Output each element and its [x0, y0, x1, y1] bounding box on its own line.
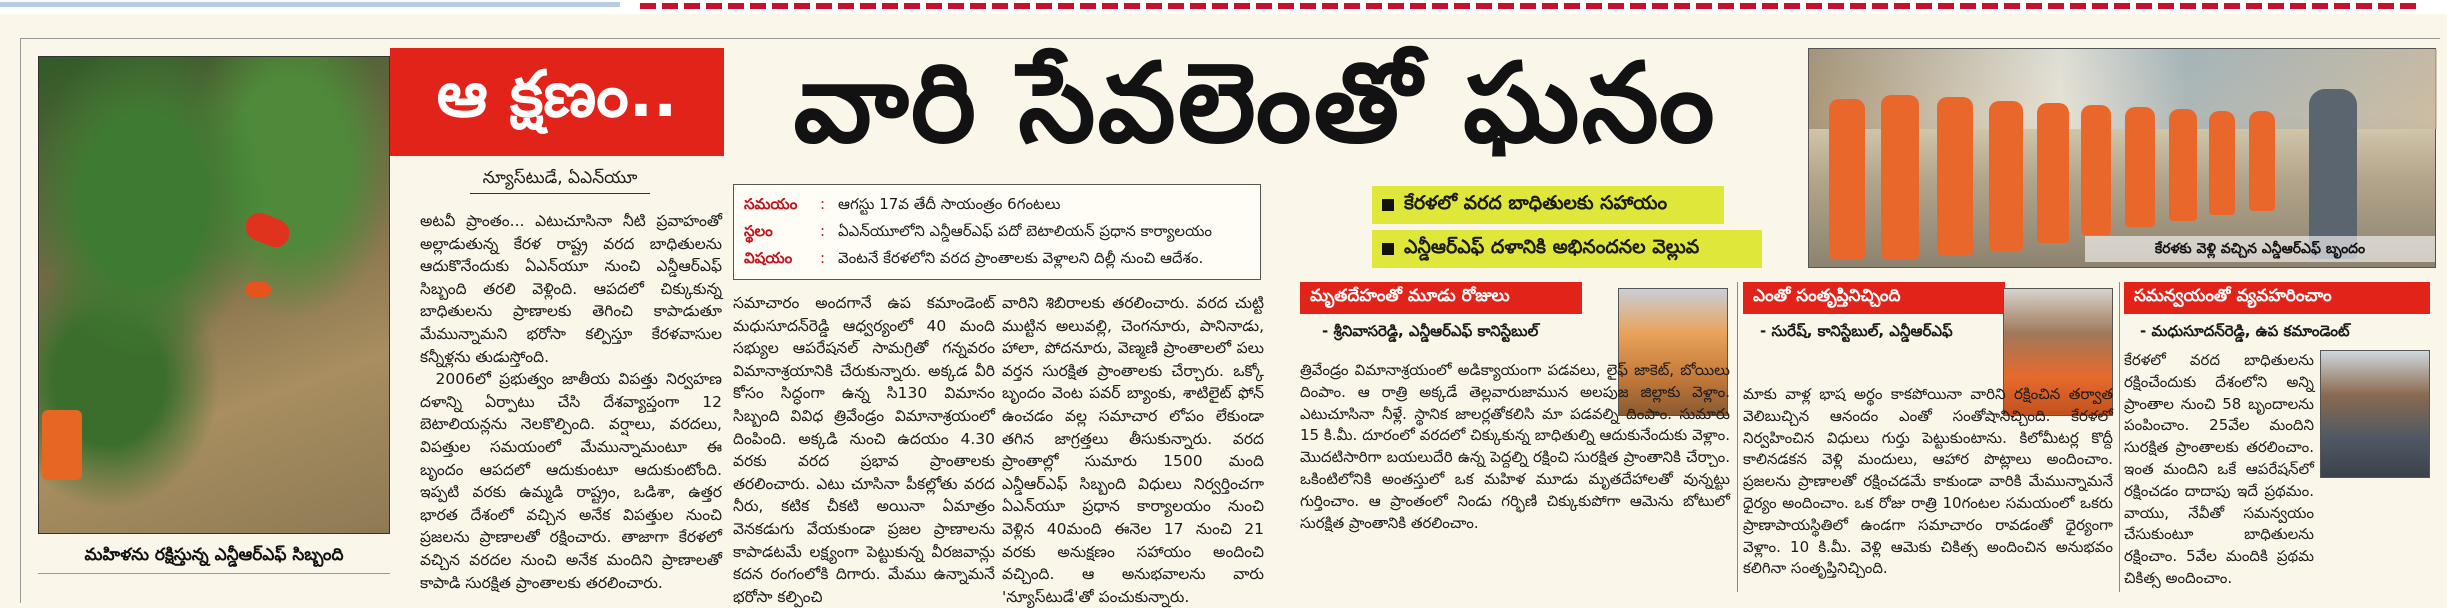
bullet-square-icon [1382, 199, 1394, 211]
substory-title: సమన్వయంతో వ్యవహరించాం [2124, 282, 2430, 314]
info-label: సమయం [744, 195, 798, 213]
info-value: ఏఎన్‌యూలోని ఎన్డీఆర్‌ఎఫ్ పదో బెటాలియన్ ప్రధాన కార్యాలయం [838, 222, 1212, 240]
info-separator: : [820, 249, 826, 267]
info-value: ఆగస్టు 17వ తేదీ సాయంత్రం 6గంటలు [838, 195, 1061, 213]
headline-title: వారి సేవలెంతో ఘనం [793, 39, 1717, 167]
info-row-place [744, 218, 1250, 245]
info-row-subject [744, 245, 1250, 272]
rescuer-figure [1881, 95, 1919, 259]
commandant-photo [2320, 350, 2430, 478]
article-column-2 [733, 292, 995, 606]
highlight-text: కేరళలో వరద బాధితులకు సహాయం [1404, 191, 1668, 214]
headline-kicker: ఆ క్షణం.. [390, 48, 724, 156]
substory-byline: - శ్రీనివాసరెడ్డి, ఎన్డీఆర్‌ఎఫ్ కానిస్టేబుల్ [1322, 322, 1539, 340]
rescuer-figure [2081, 105, 2111, 235]
substory-text: త్రివేండ్రం విమానాశ్రయంలో అడిక్యాయంగా పడవలు, లైఫ్ జాకెట్, బోయిలు దింపాం. ఆ రాత్రి అక్కడే తెల్లవారుజామున అలపుజ జిల్లాకు వెళ్లాం. ఎటుచూసినా నీళ్లే. స్థానిక జాలర్లతోకలిసి మా పడవల్ని దింపాం. సుమారు 15 కి.మీ. దూరంలో వరదలో చిక్కుకున్న బాధితుల్ని ఆదుకునేందుకు వెళ్లాం. మొదటిసారిగా బయలుదేరి ఉన్న పెద్దల్ని రక్షించి సురక్షిత ప్రాంతానికి చేర్చాం. ఒకింటిలోనికి అంతస్తులో ఒక మహిళ మూడు మృతదేహాలతో వున్నట్టు గుర్తించాం. ఆ ప్రాంతంలో నిండు గర్భిణి చిక్కుకుపోగా ఆమెను బోటులో సురక్షిత ప్రాంతానికి తరలించాం. [1300, 361, 1730, 532]
rescuer-figure [1829, 99, 1865, 259]
info-separator: : [820, 195, 826, 213]
rescuer-figure [2209, 111, 2235, 215]
photo-caption: కేరళకు వెళ్లి వచ్చిన ఎన్డీఆర్‌ఎఫ్ బృందం [2085, 236, 2435, 262]
info-label: విషయం [744, 249, 793, 267]
article-column-3 [1002, 292, 1264, 606]
article-column-1 [420, 210, 722, 590]
team-photo [1808, 48, 2436, 268]
info-value: వెంటనే కేరళలోని వరద ప్రాంతాలకు వెళ్లాలని దిల్లీ నుంచి ఆదేశం. [838, 249, 1204, 267]
article-paragraph: వారిని శిబిరాలకు తరలించారు. వరద చుట్టి ముట్టిన అలువల్లి, చెంగనూరు, పానినాడు, హాలా, పోదనూరు, వెణ్మణి ప్రాంతాలలో పలు వర్తన సురక్షిత ప్రాంతాలకు చేర్చారు. ఒక్కో బృందం వెంట పవర్ బ్యాంకు, శాటిలైట్ ఫోన్ ఉంచడం వల్ల సమాచార లోపం లేకుండా తగిన జాగ్రత్తలు తీసుకున్నారు. వరద ప్రాంతాల్లో సుమారు 1500 మంది ఎన్డీఆర్‌ఎఫ్ సిబ్బంది విధులు నిర్వర్తించగా ఏఎన్‌యూ ప్రధాన కార్యాలయం నుంచి వెళ్లిన 40మంది ఈనెల 17 నుంచి 21 వరకు అనుక్షణం సహాయం అందించి వచ్చింది. ఆ అనుభవాలను వారు 'న్యూస్‌టుడే'తో పంచుకున్నారు. [1002, 294, 1264, 606]
rescue-photo [38, 56, 390, 534]
rescuer-figure [2249, 111, 2275, 211]
rescuer-figure [2037, 103, 2069, 243]
top-rule-red [640, 3, 2420, 9]
info-separator: : [820, 222, 826, 240]
highlight-box [1372, 230, 1762, 268]
byline: న్యూస్‌టుడే, ఏఎన్‌యూ [470, 168, 650, 194]
substory-byline: - మధుసూదన్‌రెడ్డి, ఉప కమాండెంట్ [2140, 322, 2350, 340]
rescuer-figure [1937, 97, 1973, 255]
article-paragraph: అటవీ ప్రాంతం... ఎటుచూసినా నీటి ప్రవాహంతో అల్లాడుతున్న కేరళ రాష్ట్ర వరద బాధితులను ఆదుకొనేందుకు ఏఎన్‌యూ నుంచి ఎన్డీఆర్‌ఎఫ్ సిబ్బంది తరలి వెళ్లింది. ఆపదలో చిక్కుకున్న బాధితులను ప్రాణాలకు తెగించి కాపాడుతూ మేమున్నామని భరోసా కల్పిస్తూ కేరళవాసుల కన్నీళ్లను తుడుస్తోంది. [420, 212, 722, 366]
info-box [733, 184, 1261, 280]
bullet-square-icon [1382, 243, 1394, 255]
substory-byline: - సురేష్, కానిస్టేబుల్, ఎన్డీఆర్‌ఎఫ్ [1760, 322, 1953, 340]
officer-figure [2309, 89, 2357, 259]
rescuer-figure [2169, 109, 2197, 221]
photo-caption: మహిళను రక్షిస్తున్న ఎన్డీఆర్‌ఎఫ్ సిబ్బంది [38, 540, 390, 574]
victim-figure [245, 282, 271, 297]
highlight-box [1372, 186, 1724, 224]
substory-title: ఎంతో సంతృప్తినిచ్చింది [1743, 282, 2005, 314]
substory-text: మాకు వాళ్ల భాష అర్థం కాకపోయినా వారిని రక్షించిన తర్వాత వెలిబుచ్చిన ఆనందం ఎంతో సంతోషానిచ్చింది. కేరళలో నిర్వహించిన విధులు గుర్తు పెట్టుకుంటాను. కిలోమీటర్ల కొద్దీ కాలినడకన వెళ్లి మందులు, ఆహార పొట్లాలు అందించాం. ప్రజలను ప్రాణాలతో రక్షించడమే కాకుండా వారికి మేమున్నామనే ధైర్యం అందించాం. ఒక రోజు రాత్రి 10గంటల సమయంలో ఒకరు ప్రాణాపాయస్థితిలో ఉండగా సమాచారం రావడంతో ధైర్యంగా వెళ్లాం. 10 కి.మీ. వెళ్లి ఆమెకు చికిత్స అందించిన అనుభవం కలిగినా సంతృప్తినిచ్చింది. [1743, 385, 2113, 578]
info-row-time [744, 191, 1250, 218]
article-paragraph: 2006లో ప్రభుత్వం జాతీయ విపత్తు నిర్వహణ దళాన్ని ఏర్పాటు చేసి దేశవ్యాప్తంగా 12 బెటాలియన్లను నెలకొల్పింది. వర్షాలు, వరదలు, విపత్తుల సమయంలో మేమున్నామంటూ ఈ బృందం ఆపదలో ఆదుకుంటూ ఆదుకుంటోంది. ఇప్పటి వరకు ఉమ్మడి రాష్ట్రం, ఒడిశా, ఉత్తర భారత దేశంలో వచ్చిన అనేక విపత్తుల నుంచి ప్రజలను ప్రాణాలతో రక్షించారు. తాజాగా కేరళలో వచ్చిన వరదల నుంచి అనేక మందిని ప్రాణాలతో కాపాడి సురక్షిత ప్రాంతాలకు తరలించారు. [420, 370, 722, 592]
info-label: స్థలం [744, 222, 773, 240]
article-paragraph: సమాచారం అందగానే ఉప కమాండెంట్ మధుసూదన్‌రెడ్డి ఆధ్వర్యంలో 40 మంది సభ్యుల ఆపరేషనల్ సామగ్రితో గన్నవరం విమానాశ్రయానికి చేరుకున్నారు. అక్కడ వీరి కోసం సిద్ధంగా ఉన్న సి130 విమానం సిబ్బంది వివిధ త్రివేండ్రం విమానాశ్రయంలో దింపింది. అక్కడి నుంచి ఉదయం 4.30 వరకు వరద ప్రభావ ప్రాంతాలకు తరలించారు. ఎటు చూసినా పీకల్లోతు వరద నీరు, కటిక చీకటి అయినా ఏమాత్రం వెనకడుగు వేయకుండా ప్రజల ప్రాణాలను కాపాడటమే లక్ష్యంగా పెట్టుకున్న వీరజవాన్లు కదన రంగంలోకి దిగారు. మేము ఉన్నామనే భరోసా కల్పించి [733, 294, 995, 606]
column-divider [2119, 282, 2120, 592]
substory-title: మృతదేహంతో మూడు రోజులు [1300, 282, 1582, 314]
rescuer-figure [42, 410, 82, 480]
substory-text: కేరళలో వరద బాధితులను రక్షించేందుకు దేశంలోని అన్ని ప్రాంతాల నుంచి 58 బృందాలను పంపించాం. 25వేల మందిని సురక్షిత ప్రాంతాలకు తరలించాం. ఇంత మందిని ఒకే ఆపరేషన్‌లో రక్షించడం దాదాపు ఇదే ప్రథమం. వాయు, నేవీతో సమన్వయం చేసుకుంటూ బాధితులను రక్షించాం. 5వేల మందికి ప్రథమ చికిత్స అందించాం. [2124, 351, 2314, 587]
column-divider [1737, 282, 1738, 592]
rescuer-figure [1989, 101, 2023, 251]
highlight-text: ఎన్డీఆర్‌ఎఫ్ దళానికి అభినందనల వెల్లువ [1404, 235, 1700, 258]
rescuer-figure [2125, 107, 2155, 227]
top-rule-blue [0, 2, 620, 7]
